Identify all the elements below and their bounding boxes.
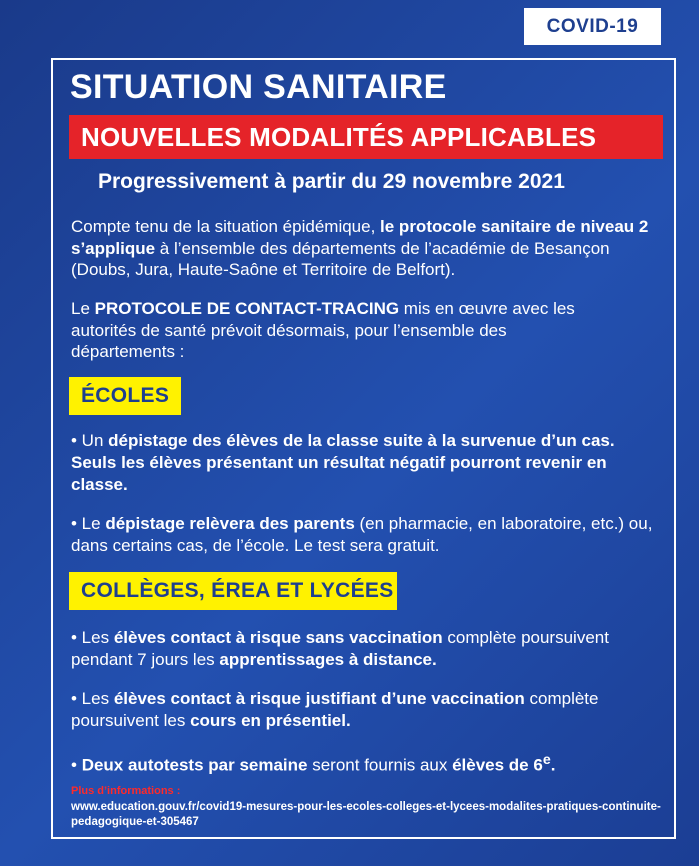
bullet-colleges-sans-vaccination: • Les élèves contact à risque sans vaccination complète poursuivent pendant 7 jours les apprentissages à distance. (71, 628, 609, 669)
intro-paragraph-contact-tracing: Le PROTOCOLE DE CONTACT-TRACING mis en œuvre avec les autorités de santé prévoit désormais, pour l’ensemble des départements : (71, 299, 575, 361)
subtitle-banner: NOUVELLES MODALITÉS APPLICABLES (69, 115, 663, 159)
section-heading-colleges: COLLÈGES, ÉREA ET LYCÉES (69, 572, 397, 610)
bullet-colleges-autotests: • Deux autotests par semaine seront fournis aux élèves de 6e. (71, 752, 556, 775)
bullet-ecoles-depistage-classe: • Un dépistage des élèves de la classe suite à la survenue d’un cas. Seuls les élèves présentant un résultat négatif pourront revenir en classe. (71, 431, 615, 494)
bullet-ecoles-depistage-parents: • Le dépistage relèvera des parents (en pharmacie, en laboratoire, etc.) ou, dans certains cas, de l’école. Le test sera gratuit. (71, 514, 653, 555)
intro-paragraph-protocol: Compte tenu de la situation épidémique, le protocole sanitaire de niveau 2 s’applique à l’ensemble des départements de l’académie de Besançon (Doubs, Jura, Haute-Saône et Territoire de Belfort). (71, 217, 649, 279)
section-heading-ecoles: ÉCOLES (69, 377, 181, 415)
more-info-label: Plus d’informations : (71, 785, 181, 797)
covid-tag: COVID-19 (524, 8, 661, 45)
more-info-link[interactable]: www.education.gouv.fr/covid19-mesures-pour-les-ecoles-colleges-et-lycees-modalites-pratiques-continuite-pedagogique-et-305467 (71, 801, 661, 828)
date-line: Progressivement à partir du 29 novembre 2021 (98, 170, 565, 193)
page-title: SITUATION SANITAIRE (70, 68, 447, 106)
bullet-colleges-avec-vaccination: • Les élèves contact à risque justifiant d’une vaccination complète poursuivent les cours en présentiel. (71, 689, 599, 730)
